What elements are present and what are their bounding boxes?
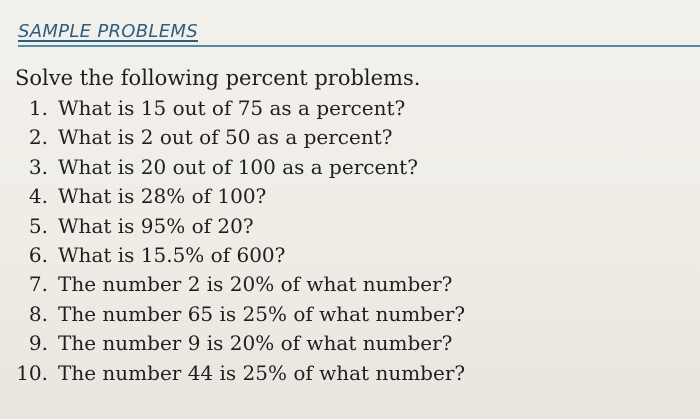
problem-item: [10, 125, 465, 154]
section-heading: SAMPLE PROBLEMS: [18, 21, 198, 42]
problem-text: What is 15.5% of 600?: [58, 242, 286, 267]
problem-item: [10, 184, 465, 213]
problem-number: 10.: [16, 360, 48, 385]
problem-item: [10, 155, 465, 184]
instructions-text: Solve the following percent problems.: [15, 66, 421, 90]
problem-text: The number 2 is 20% of what number?: [58, 272, 453, 297]
problem-number: 1.: [28, 96, 48, 120]
problem-text: What is 15 out of 75 as a percent?: [58, 96, 406, 120]
problem-item: [10, 214, 465, 243]
problem-text: The number 9 is 20% of what number?: [58, 331, 453, 356]
problem-item: [10, 361, 465, 390]
problem-text: What is 20 out of 100 as a percent?: [58, 154, 418, 179]
problem-item: [10, 96, 465, 125]
problem-text: The number 44 is 25% of what number?: [58, 360, 466, 385]
problem-number: 5.: [28, 213, 48, 238]
problem-number: 6.: [28, 242, 48, 267]
problem-item: [10, 272, 465, 301]
problem-number: 7.: [28, 272, 48, 297]
heading-rule: [18, 45, 700, 47]
problem-number: 3.: [28, 154, 48, 179]
problem-text: The number 65 is 25% of what number?: [58, 301, 466, 326]
problem-list: [10, 96, 465, 390]
problem-item: [10, 243, 465, 272]
problem-number: 4.: [28, 184, 48, 209]
problem-number: 9.: [28, 331, 48, 356]
problem-number: 8.: [28, 301, 48, 326]
problem-text: What is 95% of 20?: [58, 213, 254, 238]
problem-text: What is 28% of 100?: [58, 184, 267, 209]
problem-text: What is 2 out of 50 as a percent?: [58, 125, 393, 150]
problem-item: [10, 302, 465, 331]
problem-item: [10, 331, 465, 360]
problem-number: 2.: [28, 125, 48, 150]
